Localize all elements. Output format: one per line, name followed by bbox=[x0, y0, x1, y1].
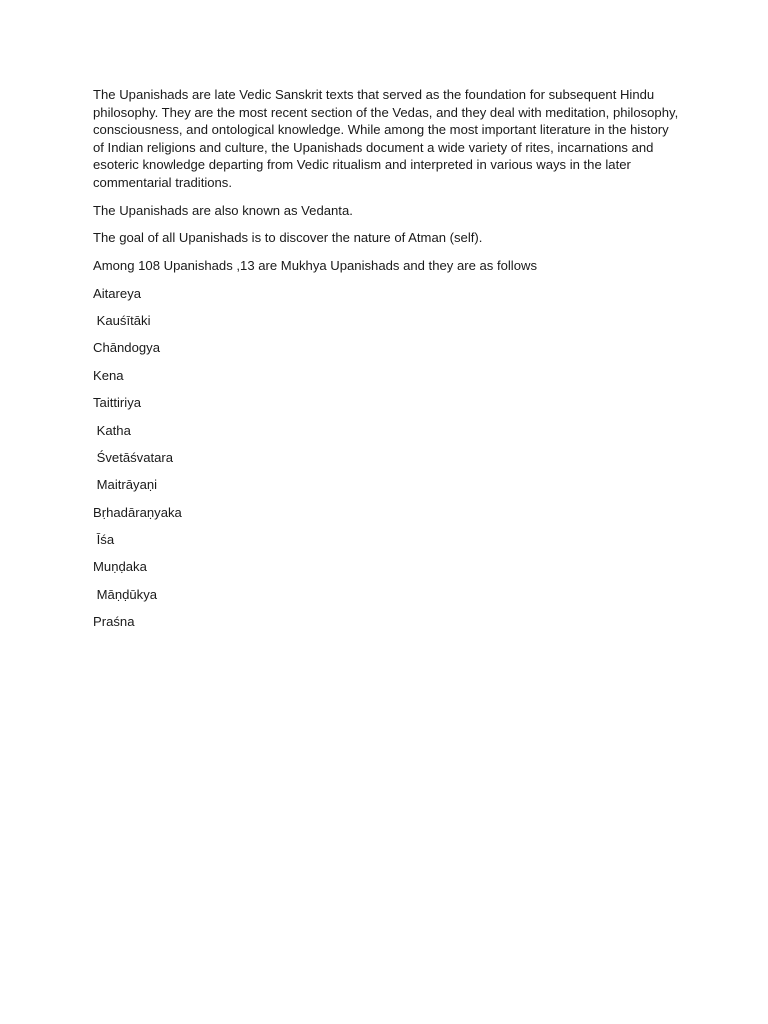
list-item: Chāndogya bbox=[93, 340, 160, 356]
goal-line: The goal of all Upanishads is to discover the nature of Atman (self). bbox=[93, 229, 483, 245]
list-item: Kauśītāki bbox=[93, 312, 151, 328]
list-item: Māṇḍūkya bbox=[93, 586, 158, 602]
list-item: Maitrāyaṇi bbox=[93, 477, 158, 493]
list-item: Bṛhadāraṇyaka bbox=[93, 504, 182, 520]
list-item: Śvetāśvatara bbox=[93, 449, 174, 465]
list-item: Praśna bbox=[93, 614, 135, 630]
among-line: Among 108 Upanishads ,13 are Mukhya Upanishads and they are as follows bbox=[93, 257, 537, 273]
list-item: Katha bbox=[93, 422, 131, 438]
document-body bbox=[93, 86, 683, 641]
upanishad-list bbox=[93, 285, 683, 641]
vedanta-line: The Upanishads are also known as Vedanta. bbox=[93, 202, 353, 218]
list-item: Kena bbox=[93, 367, 124, 383]
list-item: Muṇḍaka bbox=[93, 559, 147, 575]
list-item: Taittiriya bbox=[93, 395, 142, 411]
list-item: Aitareya bbox=[93, 285, 142, 301]
list-item: Īśa bbox=[93, 532, 115, 548]
intro-paragraph: The Upanishads are late Vedic Sanskrit texts that served as the foundation for subsequent Hindu philosophy. They are the most recent section of the Vedas, and they deal with meditation, philosophy, consciousness, and ontological knowledge. While among the most important literature in the history of Indian religions and culture, the Upanishads document a wide variety of rites, incarnations and esoteric knowledge departing from Vedic ritualism and interpreted in various ways in the later commentarial traditions. bbox=[93, 87, 679, 190]
